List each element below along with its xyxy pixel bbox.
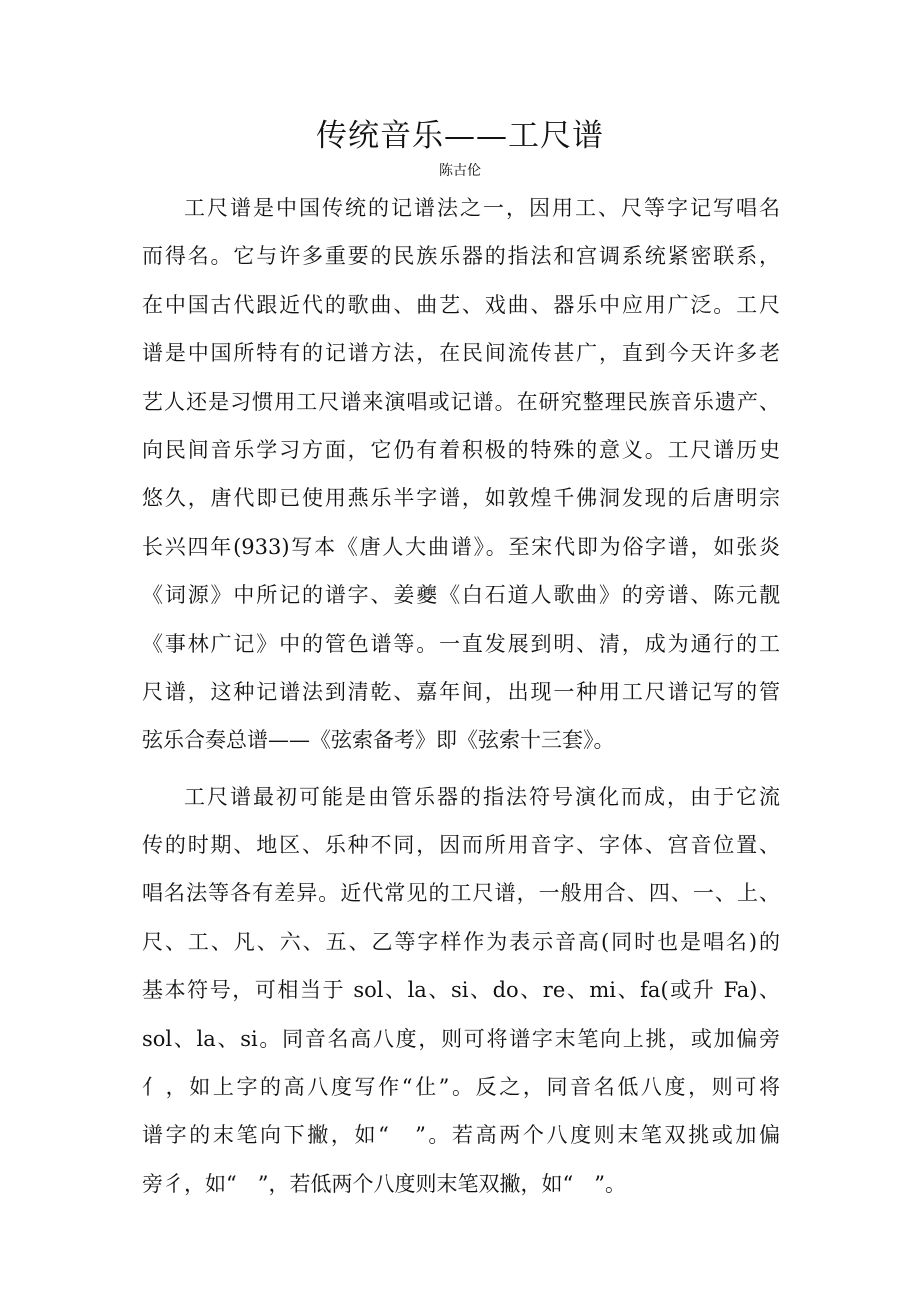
text-line: 在中国古代跟近代的歌曲、曲艺、戏曲、器乐中应用广泛。工尺 <box>142 292 780 317</box>
text-line: 弦乐合奏总谱——《弦索备考》即《弦索十三套》。 <box>142 728 615 753</box>
text-line: 亻，如上字的高八度写作“仩”。反之，同音名低八度，则可将 <box>142 1075 780 1100</box>
text-line: 而得名。它与许多重要的民族乐器的指法和宫调系统紧密联系， <box>142 244 780 269</box>
paragraph-1 <box>142 184 780 765</box>
text-line: 艺人还是习惯用工尺谱来演唱或记谱。在研究整理民族音乐遗产、 <box>142 389 780 414</box>
text-line: 《词源》中所记的谱字、姜夔《白石道人歌曲》的旁谱、陈元靓 <box>142 583 780 608</box>
text-line: 旁彳，如“ ”，若低两个八度则末笔双撇，如“ ”。 <box>142 1171 626 1196</box>
paragraph-spacer <box>142 765 780 773</box>
author-name: 陈古伦 <box>439 163 481 179</box>
text-line: 尺、工、凡、六、五、乙等字样作为表示音高(同时也是唱名)的 <box>142 929 780 954</box>
text-line: 谱是中国所特有的记谱方法，在民间流传甚广，直到今天许多老 <box>142 341 780 366</box>
paragraph-2 <box>142 773 780 1209</box>
text-line: 悠久，唐代即已使用燕乐半字谱，如敦煌千佛洞发现的后唐明宗 <box>142 486 780 511</box>
text-line: 尺谱，这种记谱法到清乾、嘉年间，出现一种用工尺谱记写的管 <box>142 679 780 704</box>
text-line: 基本符号，可相当于 sol、la、si、do、re、mi、fa(或升 Fa)、 <box>142 978 780 1003</box>
text-line: 谱字的末笔向下撇，如“ ”。若高两个八度则末笔双挑或加偏 <box>142 1123 780 1148</box>
text-line: 向民间音乐学习方面，它仍有着积极的特殊的意义。工尺谱历史 <box>142 437 780 462</box>
text-line: 唱名法等各有差异。近代常见的工尺谱，一般用合、四、一、上、 <box>142 881 780 906</box>
text-line: 工尺谱是中国传统的记谱法之一，因用工、尺等字记写唱名 <box>184 196 780 220</box>
text-line: sol、la、si。同音名高八度，则可将谱字末笔向上挑，或加偏旁 <box>142 1026 780 1051</box>
text-line: 《事林广记》中的管色谱等。一直发展到明、清，成为通行的工 <box>142 631 780 656</box>
text-line: 工尺谱最初可能是由管乐器的指法符号演化而成，由于它流 <box>184 784 780 809</box>
text-line: 长兴四年(933)写本《唐人大曲谱》。至宋代即为俗字谱，如张炎 <box>142 534 780 559</box>
article-body <box>142 184 780 1208</box>
page-title: 传统音乐——工尺谱 <box>316 118 604 154</box>
text-line: 传的时期、地区、乐种不同，因而所用音字、字体、宫音位置、 <box>142 833 780 858</box>
